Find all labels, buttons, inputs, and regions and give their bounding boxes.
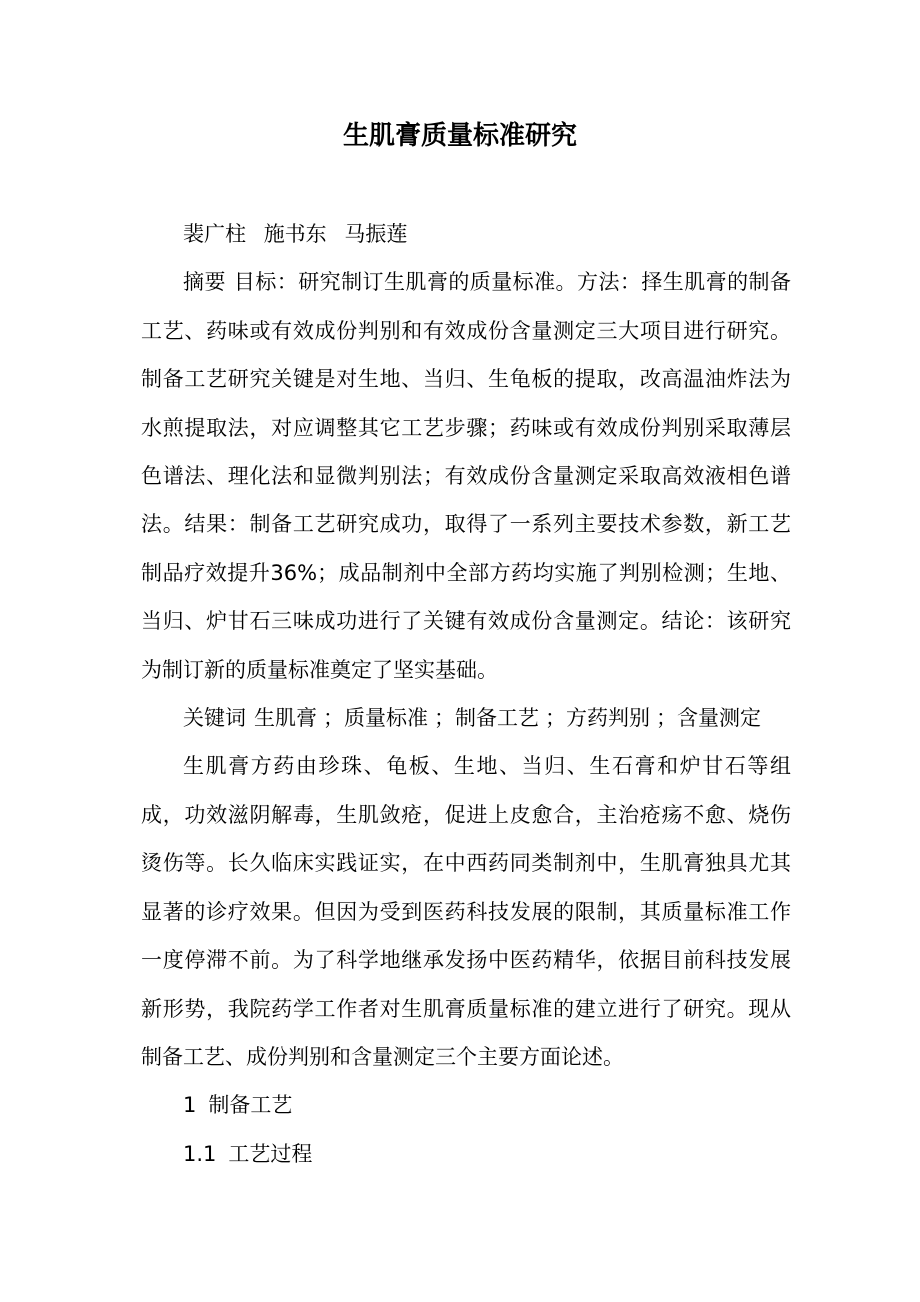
subsection-heading	[141, 1130, 791, 1178]
section-number: 1	[183, 1093, 197, 1118]
keyword: 质量标准	[344, 706, 428, 731]
document-body	[141, 210, 791, 1178]
section-heading	[141, 1081, 791, 1129]
abstract-text: 目标：研究制订生肌膏的质量标准。方法：择生肌膏的制备工艺、药味或有效成份判别和有效成份含量测定三大项目进行研究。制备工艺研究关键是对生地、当归、生龟板的提取，改高温油炸法为水煎提取法，对应调整其它工艺步骤；药味或有效成份判别采取薄层色谱法、理化法和显微判别法；有效成份含量测定采取高效液相色谱法。结果：制备工艺研究成功，取得了一系列主要技术参数，新工艺制品疗效提升36%；成品制剂中全部方药均实施了判别检测；生地、当归、炉甘石三味成功进行了关键有效成份含量测定。结论：该研究为制订新的质量标准奠定了坚实基础。	[141, 270, 791, 682]
author-name: 裴广柱	[183, 222, 246, 246]
keywords-paragraph: 关键词 生肌膏 ；质量标准 ；制备工艺 ；方药判别 ；含量测定	[183, 706, 761, 731]
intro-paragraph: 生肌膏方药由珍珠、龟板、生地、当归、生石膏和炉甘石等组成，功效滋阴解毒，生肌敛疮，促进上皮愈合，主治疮疡不愈、烧伤烫伤等。长久临床实践证实，在中西药同类制剂中，生肌膏独具尤其显著的诊疗效果。但因为受到医药科技发展的限制，其质量标准工作一度停滞不前。为了科学地继承发扬中医药精华，依据目前科技发展新形势，我院药学工作者对生肌膏质量标准的建立进行了研究。现从制备工艺、成份判别和含量测定三个主要方面论述。	[141, 754, 791, 1069]
abstract-paragraph	[141, 258, 791, 694]
author-name: 施书东	[263, 222, 327, 246]
keyword: 制备工艺	[455, 706, 539, 731]
subsection-number: 1.1	[183, 1141, 217, 1166]
keyword: 生肌膏	[254, 706, 317, 731]
subsection-title: 工艺过程	[228, 1141, 313, 1166]
author-line	[141, 210, 791, 258]
section-title: 制备工艺	[208, 1093, 293, 1118]
keywords-label: 关键词	[183, 706, 246, 731]
document-title: 生肌膏质量标准研究	[342, 121, 577, 151]
keyword: 方药判别	[566, 706, 650, 731]
abstract-label: 摘要	[183, 270, 226, 295]
author-name: 马振莲	[344, 222, 408, 246]
keyword: 含量测定	[677, 706, 761, 731]
